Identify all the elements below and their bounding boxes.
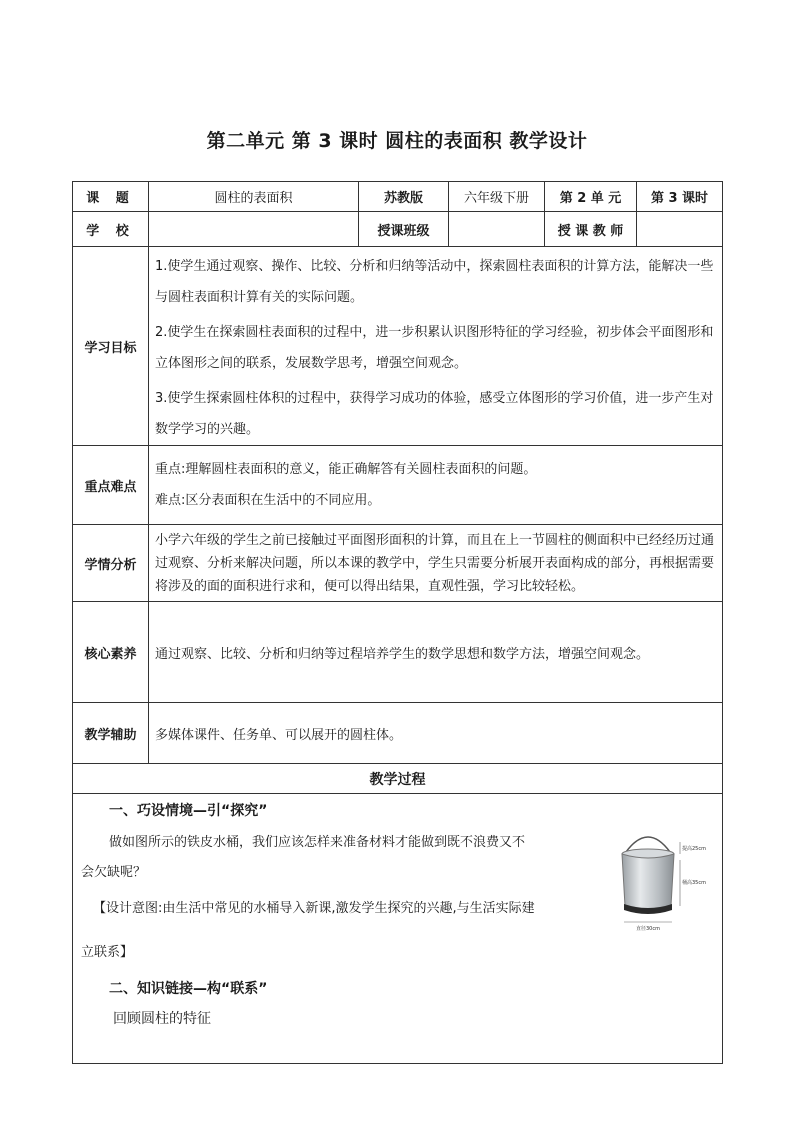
design-intent-line-2: 立联系】	[81, 945, 134, 960]
objective-item: 1.使学生通过观察、操作、比较、分析和归纳等活动中，探索圆柱表面积的计算方法，能解决一些与圆柱表面积计算有关的实际问题。	[155, 259, 714, 305]
teacher-label: 授 课 教 师	[545, 212, 637, 247]
lesson-number: 第 3 课时	[637, 182, 723, 212]
page-title: 第二单元 第 3 课时 圆柱的表面积 教学设计	[206, 130, 588, 152]
aids-row	[73, 703, 723, 764]
diameter-label: 直径30cm	[636, 926, 660, 932]
publisher: 苏教版	[359, 182, 449, 212]
process-heading: 教学过程	[73, 764, 723, 794]
topic-label: 课 题	[73, 182, 149, 212]
teacher-value	[637, 212, 723, 247]
school-value	[149, 212, 359, 247]
header-row-1	[73, 182, 723, 212]
section-1-line-2: 会欠缺呢？	[81, 865, 147, 880]
process-content	[73, 794, 723, 1064]
class-value	[449, 212, 545, 247]
section-2-text: 回顾圆柱的特征	[113, 1011, 211, 1027]
difficult-point: 难点:区分表面积在生活中的不同应用。	[155, 493, 381, 508]
key-points-label: 重点难点	[73, 446, 149, 525]
process-heading-row	[73, 764, 723, 794]
lid-height-label: 提高25cm	[682, 846, 706, 852]
analysis-row	[73, 525, 723, 602]
bucket-illustration	[612, 828, 706, 938]
literacy-label: 核心素养	[73, 602, 149, 703]
key-points-content	[149, 446, 723, 525]
grade: 六年级下册	[449, 182, 545, 212]
aids-content: 多媒体课件、任务单、可以展开的圆柱体。	[149, 703, 723, 764]
bucket-height-label: 桶高35cm	[682, 880, 706, 886]
objective-item: 3.使学生探索圆柱体积的过程中，获得学习成功的体验，感受立体图形的学习价值，进一步产生对数学学习的兴趣。	[155, 391, 714, 437]
literacy-content: 通过观察、比较、分析和归纳等过程培养学生的数学思想和数学方法，增强空间观念。	[149, 602, 723, 703]
bucket-body	[622, 854, 674, 910]
topic-value: 圆柱的表面积	[149, 182, 359, 212]
literacy-row	[73, 602, 723, 703]
analysis-label: 学情分析	[73, 525, 149, 602]
school-label: 学 校	[73, 212, 149, 247]
objective-item: 2.使学生在探索圆柱表面积的过程中，进一步积累认识图形特征的学习经验，初步体会平面图形和立体图形之间的联系，发展数学思考，增强空间观念。	[155, 325, 714, 371]
design-intent-line-1: 【设计意图:由生活中常见的水桶导入新课,激发学生探究的兴趣,与生活实际建	[93, 901, 535, 916]
objectives-content	[149, 247, 723, 446]
section-1-line-1: 做如图所示的铁皮水桶，我们应该怎样来准备材料才能做到既不浪费又不	[109, 835, 526, 850]
class-label: 授课班级	[359, 212, 449, 247]
header-row-2	[73, 212, 723, 247]
analysis-content: 小学六年级的学生之前已接触过平面图形面积的计算，而且在上一节圆柱的侧面积中已经经历过通过观察、分析来解决问题，所以本课的教学中，学生只需要分析展开表面构成的部分，再根据需要将涉及的面的面积进行求和，便可以得出结果，直观性强，学习比较轻松。	[149, 525, 723, 602]
lesson-plan-table	[72, 181, 723, 1064]
key-points-row	[73, 446, 723, 525]
objectives-label: 学习目标	[73, 247, 149, 446]
key-point: 重点:理解圆柱表面积的意义，能正确解答有关圆柱表面积的问题。	[155, 462, 537, 477]
section-1-title: 一、巧设情境—引“探究”	[109, 803, 268, 819]
objectives-row	[73, 247, 723, 446]
section-2-title: 二、知识链接—构“联系”	[109, 981, 268, 997]
unit: 第 2 单 元	[545, 182, 637, 212]
aids-label: 教学辅助	[73, 703, 149, 764]
process-row	[73, 794, 723, 1064]
